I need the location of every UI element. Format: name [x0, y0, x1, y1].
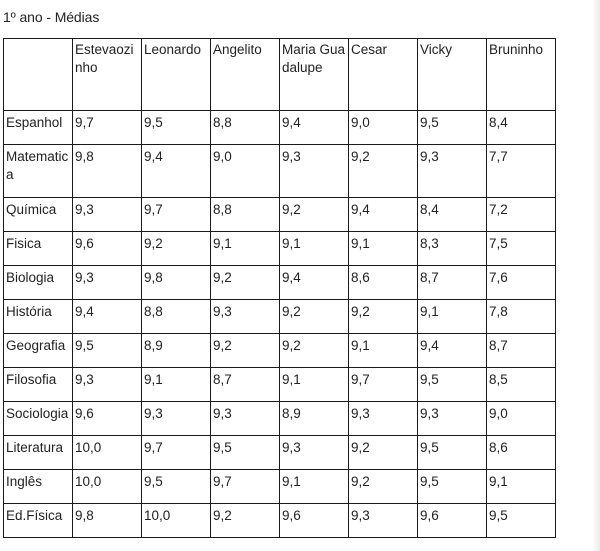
grade-cell: 9,3: [142, 402, 211, 436]
table-row: [4, 436, 556, 470]
grade-cell: 9,8: [73, 504, 142, 538]
grade-cell: 9,3: [418, 402, 487, 436]
grade-cell: 9,3: [280, 436, 349, 470]
grade-cell: 9,2: [349, 300, 418, 334]
grade-cell: 8,5: [487, 368, 556, 402]
student-name-header: Bruninho: [487, 39, 556, 111]
subject-cell: Geografia: [4, 334, 73, 368]
grade-cell: 9,3: [211, 402, 280, 436]
grade-cell: 8,8: [142, 300, 211, 334]
grade-cell: 9,2: [349, 470, 418, 504]
table-row: [4, 504, 556, 538]
grade-cell: 8,7: [211, 368, 280, 402]
table-row: [4, 145, 556, 198]
subject-cell: Ed.Física: [4, 504, 73, 538]
grade-cell: 8,4: [418, 198, 487, 232]
grade-cell: 9,4: [142, 145, 211, 198]
table-row: [4, 368, 556, 402]
grade-cell: 8,9: [142, 334, 211, 368]
grade-cell: 9,1: [142, 368, 211, 402]
grade-cell: 9,5: [211, 436, 280, 470]
grade-cell: 9,5: [73, 334, 142, 368]
page-edge-shadow: [592, 0, 600, 551]
grade-cell: 9,4: [418, 334, 487, 368]
grade-cell: 8,7: [418, 266, 487, 300]
grade-cell: 9,0: [349, 111, 418, 145]
grade-cell: 9,1: [349, 334, 418, 368]
student-name-header: Estevaozinho: [73, 39, 142, 111]
grade-cell: 9,1: [487, 470, 556, 504]
table-row: [4, 232, 556, 266]
grade-cell: 9,2: [211, 334, 280, 368]
grade-cell: 8,9: [280, 402, 349, 436]
grade-cell: 9,4: [349, 198, 418, 232]
grade-cell: 9,8: [142, 266, 211, 300]
subject-cell: Biologia: [4, 266, 73, 300]
student-name-header: Cesar: [349, 39, 418, 111]
subject-cell: História: [4, 300, 73, 334]
grade-cell: 7,8: [487, 300, 556, 334]
grade-cell: 9,5: [418, 111, 487, 145]
grade-cell: 9,5: [418, 368, 487, 402]
grade-cell: 9,7: [349, 368, 418, 402]
grade-cell: 9,5: [418, 436, 487, 470]
grade-cell: 8,4: [487, 111, 556, 145]
subject-cell: Sociologia: [4, 402, 73, 436]
grade-cell: 8,7: [487, 334, 556, 368]
subject-cell: Literatura: [4, 436, 73, 470]
grade-cell: 10,0: [73, 436, 142, 470]
grade-cell: 9,3: [73, 266, 142, 300]
grade-cell: 8,6: [349, 266, 418, 300]
subject-cell: Espanhol: [4, 111, 73, 145]
subject-cell: Fisica: [4, 232, 73, 266]
grade-cell: 9,7: [73, 111, 142, 145]
grade-cell: 9,3: [211, 300, 280, 334]
grade-cell: 9,6: [73, 232, 142, 266]
grade-cell: 9,1: [280, 368, 349, 402]
grade-cell: 9,7: [142, 198, 211, 232]
grade-cell: 9,2: [142, 232, 211, 266]
grade-cell: 9,4: [73, 300, 142, 334]
grade-cell: 9,3: [73, 368, 142, 402]
header-row: [4, 39, 556, 111]
grade-cell: 9,7: [211, 470, 280, 504]
grade-cell: 7,6: [487, 266, 556, 300]
grade-cell: 9,3: [280, 145, 349, 198]
student-name-header: Angelito: [211, 39, 280, 111]
student-name-header: Vicky: [418, 39, 487, 111]
grade-cell: 8,8: [211, 198, 280, 232]
grade-cell: 9,7: [142, 436, 211, 470]
grade-cell: 9,1: [280, 232, 349, 266]
grade-cell: 7,5: [487, 232, 556, 266]
grade-cell: 7,2: [487, 198, 556, 232]
page-title: 1º ano - Médias: [3, 9, 100, 25]
table-row: [4, 198, 556, 232]
grade-cell: 9,3: [73, 198, 142, 232]
grade-cell: 8,3: [418, 232, 487, 266]
grade-cell: 9,1: [418, 300, 487, 334]
grade-cell: 9,4: [280, 111, 349, 145]
student-name-header: Maria Guadalupe: [280, 39, 349, 111]
grade-cell: 10,0: [142, 504, 211, 538]
grade-cell: 9,5: [142, 111, 211, 145]
table-row: [4, 470, 556, 504]
subject-cell: Filosofia: [4, 368, 73, 402]
grade-cell: 7,7: [487, 145, 556, 198]
subject-cell: Química: [4, 198, 73, 232]
grade-cell: 9,2: [349, 145, 418, 198]
grade-cell: 9,3: [349, 402, 418, 436]
subject-cell: Matematica: [4, 145, 73, 198]
grade-cell: 9,2: [280, 300, 349, 334]
grade-cell: 9,1: [280, 470, 349, 504]
grade-cell: 9,3: [349, 504, 418, 538]
grade-cell: 9,2: [211, 266, 280, 300]
grade-cell: 9,6: [418, 504, 487, 538]
table-row: [4, 300, 556, 334]
subject-cell: Inglês: [4, 470, 73, 504]
grade-cell: 9,5: [142, 470, 211, 504]
grade-cell: 9,2: [211, 504, 280, 538]
grade-cell: 9,2: [280, 198, 349, 232]
grade-cell: 9,3: [418, 145, 487, 198]
grade-cell: 9,5: [487, 504, 556, 538]
grade-cell: 9,1: [211, 232, 280, 266]
grade-cell: 9,0: [211, 145, 280, 198]
grade-cell: 10,0: [73, 470, 142, 504]
grade-cell: 9,8: [73, 145, 142, 198]
grade-cell: 8,6: [487, 436, 556, 470]
table-row: [4, 266, 556, 300]
corner-cell: [4, 39, 73, 111]
student-name-header: Leonardo: [142, 39, 211, 111]
grade-cell: 9,2: [349, 436, 418, 470]
grades-table: [3, 38, 556, 538]
table-row: [4, 334, 556, 368]
grade-cell: 9,1: [349, 232, 418, 266]
grade-cell: 9,2: [280, 334, 349, 368]
grade-cell: 8,8: [211, 111, 280, 145]
table-row: [4, 402, 556, 436]
grade-cell: 9,5: [418, 470, 487, 504]
table-row: [4, 111, 556, 145]
grade-cell: 9,6: [280, 504, 349, 538]
grade-cell: 9,4: [280, 266, 349, 300]
grade-cell: 9,0: [487, 402, 556, 436]
grade-cell: 9,6: [73, 402, 142, 436]
